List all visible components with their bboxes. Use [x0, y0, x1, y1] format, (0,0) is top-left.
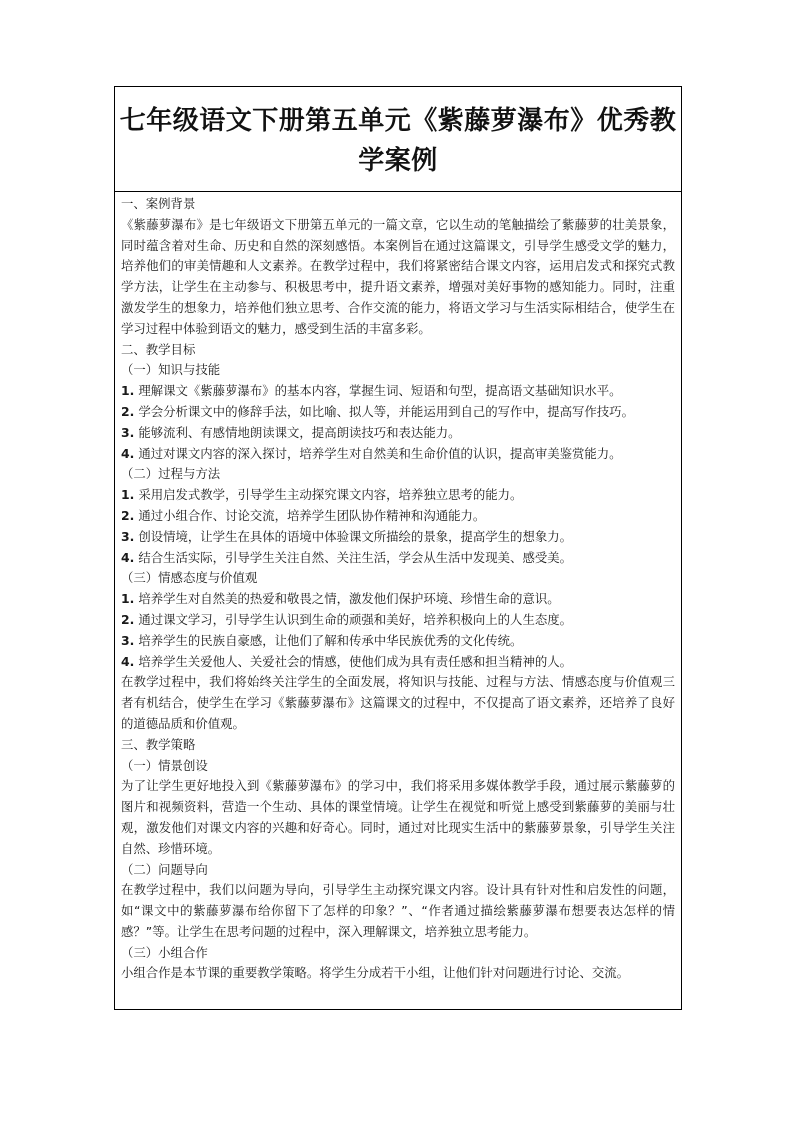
item-number: 4. [121, 653, 135, 669]
list-item [121, 402, 675, 423]
item-number: 2. [121, 403, 135, 419]
section-heading-strategies: 三、教学策略 [121, 736, 196, 752]
item-number: 2. [121, 611, 135, 627]
list-item [121, 589, 675, 610]
item-text: 通过课文学习，引导学生认识到生命的顽强和美好，培养积极向上的人生态度。 [138, 611, 573, 627]
list-item [121, 381, 675, 402]
subheading-scenario: （一）情景创设 [121, 757, 208, 773]
item-text: 培养学生关爱他人、关爱社会的情感，使他们成为具有责任感和担当精神的人。 [138, 653, 573, 669]
section-heading-background: 一、案例背景 [121, 196, 196, 211]
item-text: 培养学生对自然美的热爱和敬畏之情，激发他们保护环境、珍惜生命的意识。 [138, 591, 560, 607]
scenario-paragraph: 为了让学生更好地投入到《紫藤萝瀑布》的学习中，我们将采用多媒体教学手段，通过展示紫藤萝的图片和视频资料，营造一个生动、具体的课堂情境。让学生在视觉和听觉上感受到紫藤萝的美丽与壮观，激发他们对课文内容的兴趣和好奇心。同时，通过对比现实生活中的紫藤萝景象，引导学生关注自然、珍惜环境。 [121, 778, 675, 856]
item-text: 培养学生的民族自豪感，让他们了解和传承中华民族优秀的文化传统。 [138, 632, 523, 648]
item-text: 创设情境，让学生在具体的语境中体验课文所描绘的景象，提高学生的想象力。 [138, 528, 573, 544]
objectives-closing-paragraph: 在教学过程中，我们将始终关注学生的全面发展，将知识与技能、过程与方法、情感态度与价值观三者有机结合，使学生在学习《紫藤萝瀑布》这篇课文的过程中，不仅提高了语文素养，还培养了良好的道德品质和价值观。 [121, 674, 675, 731]
group-cooperation-paragraph: 小组合作是本节课的重要教学策略。将学生分成若干小组，让他们针对问题进行讨论、交流。 [121, 965, 630, 981]
list-item [121, 610, 675, 631]
list-item [121, 631, 675, 652]
subheading-question-oriented: （二）问题导向 [121, 861, 208, 877]
document-table [114, 86, 682, 1010]
subheading-knowledge-skills: （一）知识与技能 [121, 362, 221, 378]
item-text: 采用启发式教学，引导学生主动探究课文内容，培养独立思考的能力。 [138, 487, 523, 503]
item-text: 结合生活实际，引导学生关注自然、关注生活，学会从生活中发现美、感受美。 [138, 549, 573, 565]
item-text: 通过对课文内容的深入探讨，培养学生对自然美和生命价值的认识，提高审美鉴赏能力。 [138, 445, 622, 461]
item-text: 理解课文《紫藤萝瀑布》的基本内容，掌握生词、短语和句型，提高语文基础知识水平。 [138, 383, 622, 399]
title-cell [115, 87, 681, 192]
item-text: 能够流利、有感情地朗读课文，提高朗读技巧和表达能力。 [138, 424, 461, 440]
item-number: 4. [121, 549, 135, 565]
item-number: 1. [121, 383, 135, 399]
item-number: 4. [121, 445, 135, 461]
section-heading-objectives: 二、教学目标 [121, 341, 196, 357]
item-text: 通过小组合作、讨论交流，培养学生团队协作精神和沟通能力。 [138, 507, 486, 523]
item-number: 3. [121, 424, 135, 440]
body-cell [115, 192, 681, 984]
background-paragraph: 《紫藤萝瀑布》是七年级语文下册第五单元的一篇文章，它以生动的笔触描绘了紫藤萝的壮美景象，同时蕴含着对生命、历史和自然的深刻感悟。本案例旨在通过这篇课文，引导学生感受文学的魅力，培养他们的审美情趣和人文素养。在教学过程中，我们将紧密结合课文内容，运用启发式和探究式教学方法，让学生在主动参与、积极思考中，提升语文素养，增强对美好事物的感知能力。同时，注重激发学生的想象力，培养他们独立思考、合作交流的能力，将语文学习与生活实际相结合，使学生在学习过程中体验到语文的魅力，感受到生活的丰富多彩。 [121, 216, 675, 336]
subheading-values: （三）情感态度与价值观 [121, 570, 258, 586]
list-item [121, 423, 675, 444]
item-number: 3. [121, 528, 135, 544]
item-number: 1. [121, 591, 135, 607]
list-item [121, 548, 675, 569]
question-oriented-paragraph: 在教学过程中，我们以问题为导向，引导学生主动探究课文内容。设计具有针对性和启发性的问题，如“课文中的紫藤萝瀑布给你留下了怎样的印象？”、“作者通过描绘紫藤萝瀑布想要表达怎样的情感？”等。让学生在思考问题的过程中，深入理解课文，培养独立思考能力。 [121, 882, 675, 939]
list-item [121, 444, 675, 465]
list-item [121, 506, 675, 527]
item-number: 3. [121, 632, 135, 648]
list-item [121, 652, 675, 673]
item-number: 1. [121, 487, 135, 503]
item-text: 学会分析课文中的修辞手法，如比喻、拟人等，并能运用到自己的写作中，提高写作技巧。 [138, 403, 634, 419]
document-title: 七年级语文下册第五单元《紫藤萝瀑布》优秀教学案例 [119, 106, 677, 176]
list-item [121, 527, 675, 548]
list-item [121, 485, 675, 506]
subheading-group-cooperation: （三）小组合作 [121, 944, 208, 960]
subheading-process-methods: （二）过程与方法 [121, 466, 221, 482]
item-number: 2. [121, 507, 135, 523]
